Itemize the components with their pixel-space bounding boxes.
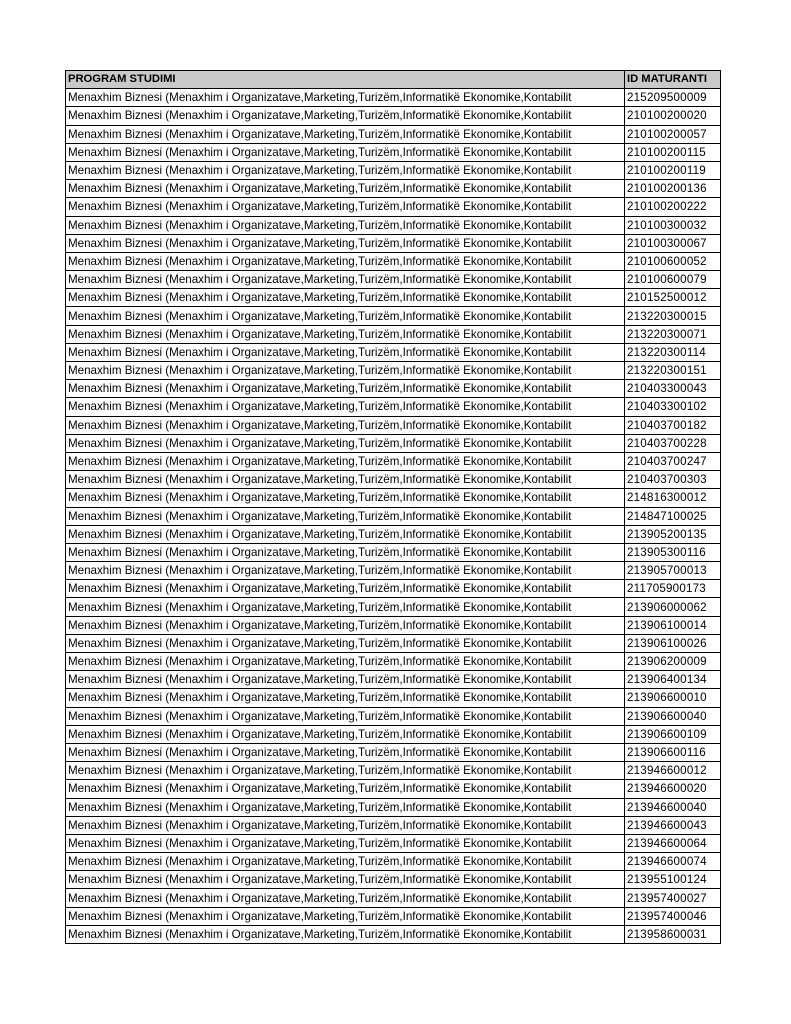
id-cell[interactable]: 213906600040 <box>625 707 721 725</box>
program-cell[interactable]: Menaxhim Biznesi (Menaxhim i Organizatave,Marketing,Turizëm,Informatikë Ekonomike,Kontabilit <box>66 834 625 852</box>
table-row[interactable] <box>66 343 721 361</box>
program-cell[interactable]: Menaxhim Biznesi (Menaxhim i Organizatave,Marketing,Turizëm,Informatikë Ekonomike,Kontabilit <box>66 671 625 689</box>
program-cell[interactable]: Menaxhim Biznesi (Menaxhim i Organizatave,Marketing,Turizëm,Informatikë Ekonomike,Kontabilit <box>66 780 625 798</box>
id-cell[interactable]: 213946600020 <box>625 780 721 798</box>
table-row[interactable] <box>66 762 721 780</box>
table-row[interactable] <box>66 471 721 489</box>
table-row[interactable] <box>66 307 721 325</box>
program-cell[interactable]: Menaxhim Biznesi (Menaxhim i Organizatave,Marketing,Turizëm,Informatikë Ekonomike,Kontabilit <box>66 562 625 580</box>
table-row[interactable] <box>66 616 721 634</box>
id-cell[interactable]: 211705900173 <box>625 580 721 598</box>
id-cell[interactable]: 210100200119 <box>625 161 721 179</box>
id-cell[interactable]: 213220300015 <box>625 307 721 325</box>
table-row[interactable] <box>66 689 721 707</box>
id-cell[interactable]: 210100600052 <box>625 252 721 270</box>
id-cell[interactable]: 210100200115 <box>625 143 721 161</box>
program-cell[interactable]: Menaxhim Biznesi (Menaxhim i Organizatave,Marketing,Turizëm,Informatikë Ekonomike,Kontabilit <box>66 380 625 398</box>
id-cell[interactable]: 210152500012 <box>625 289 721 307</box>
table-row[interactable] <box>66 216 721 234</box>
table-row[interactable] <box>66 798 721 816</box>
program-cell[interactable]: Menaxhim Biznesi (Menaxhim i Organizatave,Marketing,Turizëm,Informatikë Ekonomike,Kontabilit <box>66 507 625 525</box>
id-cell[interactable]: 213906600010 <box>625 689 721 707</box>
table-row[interactable] <box>66 780 721 798</box>
program-cell[interactable]: Menaxhim Biznesi (Menaxhim i Organizatave,Marketing,Turizëm,Informatikë Ekonomike,Kontabilit <box>66 634 625 652</box>
program-cell[interactable]: Menaxhim Biznesi (Menaxhim i Organizatave,Marketing,Turizëm,Informatikë Ekonomike,Kontabilit <box>66 452 625 470</box>
id-cell[interactable]: 210403700303 <box>625 471 721 489</box>
program-cell[interactable]: Menaxhim Biznesi (Menaxhim i Organizatave,Marketing,Turizëm,Informatikë Ekonomike,Kontabilit <box>66 889 625 907</box>
id-cell[interactable]: 213955100124 <box>625 871 721 889</box>
program-cell[interactable]: Menaxhim Biznesi (Menaxhim i Organizatave,Marketing,Turizëm,Informatikë Ekonomike,Kontabilit <box>66 725 625 743</box>
program-cell[interactable]: Menaxhim Biznesi (Menaxhim i Organizatave,Marketing,Turizëm,Informatikë Ekonomike,Kontabilit <box>66 180 625 198</box>
table-row[interactable] <box>66 489 721 507</box>
id-cell[interactable]: 213957400046 <box>625 907 721 925</box>
table-row[interactable] <box>66 107 721 125</box>
table-row[interactable] <box>66 434 721 452</box>
header-program-studimi[interactable]: PROGRAM STUDIMI <box>66 71 625 89</box>
table-row[interactable] <box>66 634 721 652</box>
table-row[interactable] <box>66 525 721 543</box>
id-cell[interactable]: 215209500009 <box>625 89 721 107</box>
id-cell[interactable]: 213905200135 <box>625 525 721 543</box>
program-cell[interactable]: Menaxhim Biznesi (Menaxhim i Organizatave,Marketing,Turizëm,Informatikë Ekonomike,Kontabilit <box>66 325 625 343</box>
program-cell[interactable]: Menaxhim Biznesi (Menaxhim i Organizatave,Marketing,Turizëm,Informatikë Ekonomike,Kontabilit <box>66 871 625 889</box>
table-row[interactable] <box>66 653 721 671</box>
table-row[interactable] <box>66 543 721 561</box>
program-cell[interactable]: Menaxhim Biznesi (Menaxhim i Organizatave,Marketing,Turizëm,Informatikë Ekonomike,Kontabilit <box>66 234 625 252</box>
id-cell[interactable]: 213220300071 <box>625 325 721 343</box>
data-table <box>65 70 721 944</box>
id-cell[interactable]: 210403300102 <box>625 398 721 416</box>
program-cell[interactable]: Menaxhim Biznesi (Menaxhim i Organizatave,Marketing,Turizëm,Informatikë Ekonomike,Kontabilit <box>66 343 625 361</box>
id-cell[interactable]: 214847100025 <box>625 507 721 525</box>
id-cell[interactable]: 213906000062 <box>625 598 721 616</box>
id-cell[interactable]: 210100200057 <box>625 125 721 143</box>
program-cell[interactable]: Menaxhim Biznesi (Menaxhim i Organizatave,Marketing,Turizëm,Informatikë Ekonomike,Kontabilit <box>66 689 625 707</box>
program-cell[interactable]: Menaxhim Biznesi (Menaxhim i Organizatave,Marketing,Turizëm,Informatikë Ekonomike,Kontabilit <box>66 307 625 325</box>
id-cell[interactable]: 213946600043 <box>625 816 721 834</box>
program-cell[interactable]: Menaxhim Biznesi (Menaxhim i Organizatave,Marketing,Turizëm,Informatikë Ekonomike,Kontabilit <box>66 471 625 489</box>
id-cell[interactable]: 210100300067 <box>625 234 721 252</box>
id-cell[interactable]: 213905300116 <box>625 543 721 561</box>
program-cell[interactable]: Menaxhim Biznesi (Menaxhim i Organizatave,Marketing,Turizëm,Informatikë Ekonomike,Kontabilit <box>66 543 625 561</box>
table-row[interactable] <box>66 871 721 889</box>
id-cell[interactable]: 213946600064 <box>625 834 721 852</box>
table-row[interactable] <box>66 234 721 252</box>
table-row[interactable] <box>66 289 721 307</box>
header-row <box>66 71 721 89</box>
table-row[interactable] <box>66 362 721 380</box>
program-cell[interactable]: Menaxhim Biznesi (Menaxhim i Organizatave,Marketing,Turizëm,Informatikë Ekonomike,Kontabilit <box>66 489 625 507</box>
program-cell[interactable]: Menaxhim Biznesi (Menaxhim i Organizatave,Marketing,Turizëm,Informatikë Ekonomike,Kontabilit <box>66 853 625 871</box>
table-row[interactable] <box>66 398 721 416</box>
table-row[interactable] <box>66 180 721 198</box>
id-cell[interactable]: 210100200136 <box>625 180 721 198</box>
table-row[interactable] <box>66 271 721 289</box>
table-row[interactable] <box>66 907 721 925</box>
table-row[interactable] <box>66 325 721 343</box>
program-cell[interactable]: Menaxhim Biznesi (Menaxhim i Organizatave,Marketing,Turizëm,Informatikë Ekonomike,Kontabilit <box>66 125 625 143</box>
id-cell[interactable]: 213946600040 <box>625 798 721 816</box>
table-row[interactable] <box>66 143 721 161</box>
id-cell[interactable]: 210100300032 <box>625 216 721 234</box>
program-cell[interactable]: Menaxhim Biznesi (Menaxhim i Organizatave,Marketing,Turizëm,Informatikë Ekonomike,Kontabilit <box>66 743 625 761</box>
table-row[interactable] <box>66 725 721 743</box>
program-cell[interactable]: Menaxhim Biznesi (Menaxhim i Organizatave,Marketing,Turizëm,Informatikë Ekonomike,Kontabilit <box>66 271 625 289</box>
program-cell[interactable]: Menaxhim Biznesi (Menaxhim i Organizatave,Marketing,Turizëm,Informatikë Ekonomike,Kontabilit <box>66 816 625 834</box>
program-cell[interactable]: Menaxhim Biznesi (Menaxhim i Organizatave,Marketing,Turizëm,Informatikë Ekonomike,Kontabilit <box>66 362 625 380</box>
program-cell[interactable]: Menaxhim Biznesi (Menaxhim i Organizatave,Marketing,Turizëm,Informatikë Ekonomike,Kontabilit <box>66 907 625 925</box>
table-row[interactable] <box>66 598 721 616</box>
program-cell[interactable]: Menaxhim Biznesi (Menaxhim i Organizatave,Marketing,Turizëm,Informatikë Ekonomike,Kontabilit <box>66 598 625 616</box>
id-cell[interactable]: 210100200222 <box>625 198 721 216</box>
program-cell[interactable]: Menaxhim Biznesi (Menaxhim i Organizatave,Marketing,Turizëm,Informatikë Ekonomike,Kontabilit <box>66 434 625 452</box>
table-body <box>66 89 721 944</box>
table-row[interactable] <box>66 743 721 761</box>
id-cell[interactable]: 213220300151 <box>625 362 721 380</box>
table-row[interactable] <box>66 416 721 434</box>
id-cell[interactable]: 213220300114 <box>625 343 721 361</box>
table-row[interactable] <box>66 562 721 580</box>
table-row[interactable] <box>66 380 721 398</box>
id-cell[interactable]: 213906600116 <box>625 743 721 761</box>
table-row[interactable] <box>66 889 721 907</box>
table-row[interactable] <box>66 816 721 834</box>
program-cell[interactable]: Menaxhim Biznesi (Menaxhim i Organizatave,Marketing,Turizëm,Informatikë Ekonomike,Kontabilit <box>66 416 625 434</box>
table-row[interactable] <box>66 580 721 598</box>
table-row[interactable] <box>66 161 721 179</box>
program-cell[interactable]: Menaxhim Biznesi (Menaxhim i Organizatave,Marketing,Turizëm,Informatikë Ekonomike,Kontabilit <box>66 580 625 598</box>
id-cell[interactable]: 210100200020 <box>625 107 721 125</box>
program-cell[interactable]: Menaxhim Biznesi (Menaxhim i Organizatave,Marketing,Turizëm,Informatikë Ekonomike,Kontabilit <box>66 762 625 780</box>
program-cell[interactable]: Menaxhim Biznesi (Menaxhim i Organizatave,Marketing,Turizëm,Informatikë Ekonomike,Kontabilit <box>66 89 625 107</box>
id-cell[interactable]: 213958600031 <box>625 925 721 943</box>
id-cell[interactable]: 213957400027 <box>625 889 721 907</box>
program-cell[interactable]: Menaxhim Biznesi (Menaxhim i Organizatave,Marketing,Turizëm,Informatikë Ekonomike,Kontabilit <box>66 925 625 943</box>
id-cell[interactable]: 213906400134 <box>625 671 721 689</box>
table-row[interactable] <box>66 853 721 871</box>
id-cell[interactable]: 213946600012 <box>625 762 721 780</box>
program-cell[interactable]: Menaxhim Biznesi (Menaxhim i Organizatave,Marketing,Turizëm,Informatikë Ekonomike,Kontabilit <box>66 616 625 634</box>
program-cell[interactable]: Menaxhim Biznesi (Menaxhim i Organizatave,Marketing,Turizëm,Informatikë Ekonomike,Kontabilit <box>66 398 625 416</box>
id-cell[interactable]: 210403300043 <box>625 380 721 398</box>
table-row[interactable] <box>66 925 721 943</box>
id-cell[interactable]: 213906200009 <box>625 653 721 671</box>
header-id-maturanti[interactable]: ID MATURANTI <box>625 71 721 89</box>
program-cell[interactable]: Menaxhim Biznesi (Menaxhim i Organizatave,Marketing,Turizëm,Informatikë Ekonomike,Kontabilit <box>66 216 625 234</box>
table-row[interactable] <box>66 707 721 725</box>
table-row[interactable] <box>66 834 721 852</box>
id-cell[interactable]: 210403700228 <box>625 434 721 452</box>
id-cell[interactable]: 213906100014 <box>625 616 721 634</box>
program-cell[interactable]: Menaxhim Biznesi (Menaxhim i Organizatave,Marketing,Turizëm,Informatikë Ekonomike,Kontabilit <box>66 252 625 270</box>
id-cell[interactable]: 210100600079 <box>625 271 721 289</box>
table-row[interactable] <box>66 89 721 107</box>
table-row[interactable] <box>66 507 721 525</box>
table-row[interactable] <box>66 452 721 470</box>
id-cell[interactable]: 214816300012 <box>625 489 721 507</box>
program-cell[interactable]: Menaxhim Biznesi (Menaxhim i Organizatave,Marketing,Turizëm,Informatikë Ekonomike,Kontabilit <box>66 707 625 725</box>
program-cell[interactable]: Menaxhim Biznesi (Menaxhim i Organizatave,Marketing,Turizëm,Informatikë Ekonomike,Kontabilit <box>66 143 625 161</box>
program-cell[interactable]: Menaxhim Biznesi (Menaxhim i Organizatave,Marketing,Turizëm,Informatikë Ekonomike,Kontabilit <box>66 161 625 179</box>
id-cell[interactable]: 213946600074 <box>625 853 721 871</box>
program-cell[interactable]: Menaxhim Biznesi (Menaxhim i Organizatave,Marketing,Turizëm,Informatikë Ekonomike,Kontabilit <box>66 653 625 671</box>
program-cell[interactable]: Menaxhim Biznesi (Menaxhim i Organizatave,Marketing,Turizëm,Informatikë Ekonomike,Kontabilit <box>66 198 625 216</box>
table-row[interactable] <box>66 252 721 270</box>
id-cell[interactable]: 210403700247 <box>625 452 721 470</box>
program-cell[interactable]: Menaxhim Biznesi (Menaxhim i Organizatave,Marketing,Turizëm,Informatikë Ekonomike,Kontabilit <box>66 525 625 543</box>
id-cell[interactable]: 213906600109 <box>625 725 721 743</box>
table-row[interactable] <box>66 125 721 143</box>
program-cell[interactable]: Menaxhim Biznesi (Menaxhim i Organizatave,Marketing,Turizëm,Informatikë Ekonomike,Kontabilit <box>66 798 625 816</box>
id-cell[interactable]: 210403700182 <box>625 416 721 434</box>
id-cell[interactable]: 213906100026 <box>625 634 721 652</box>
table-row[interactable] <box>66 198 721 216</box>
table-row[interactable] <box>66 671 721 689</box>
program-cell[interactable]: Menaxhim Biznesi (Menaxhim i Organizatave,Marketing,Turizëm,Informatikë Ekonomike,Kontabilit <box>66 107 625 125</box>
program-cell[interactable]: Menaxhim Biznesi (Menaxhim i Organizatave,Marketing,Turizëm,Informatikë Ekonomike,Kontabilit <box>66 289 625 307</box>
id-cell[interactable]: 213905700013 <box>625 562 721 580</box>
